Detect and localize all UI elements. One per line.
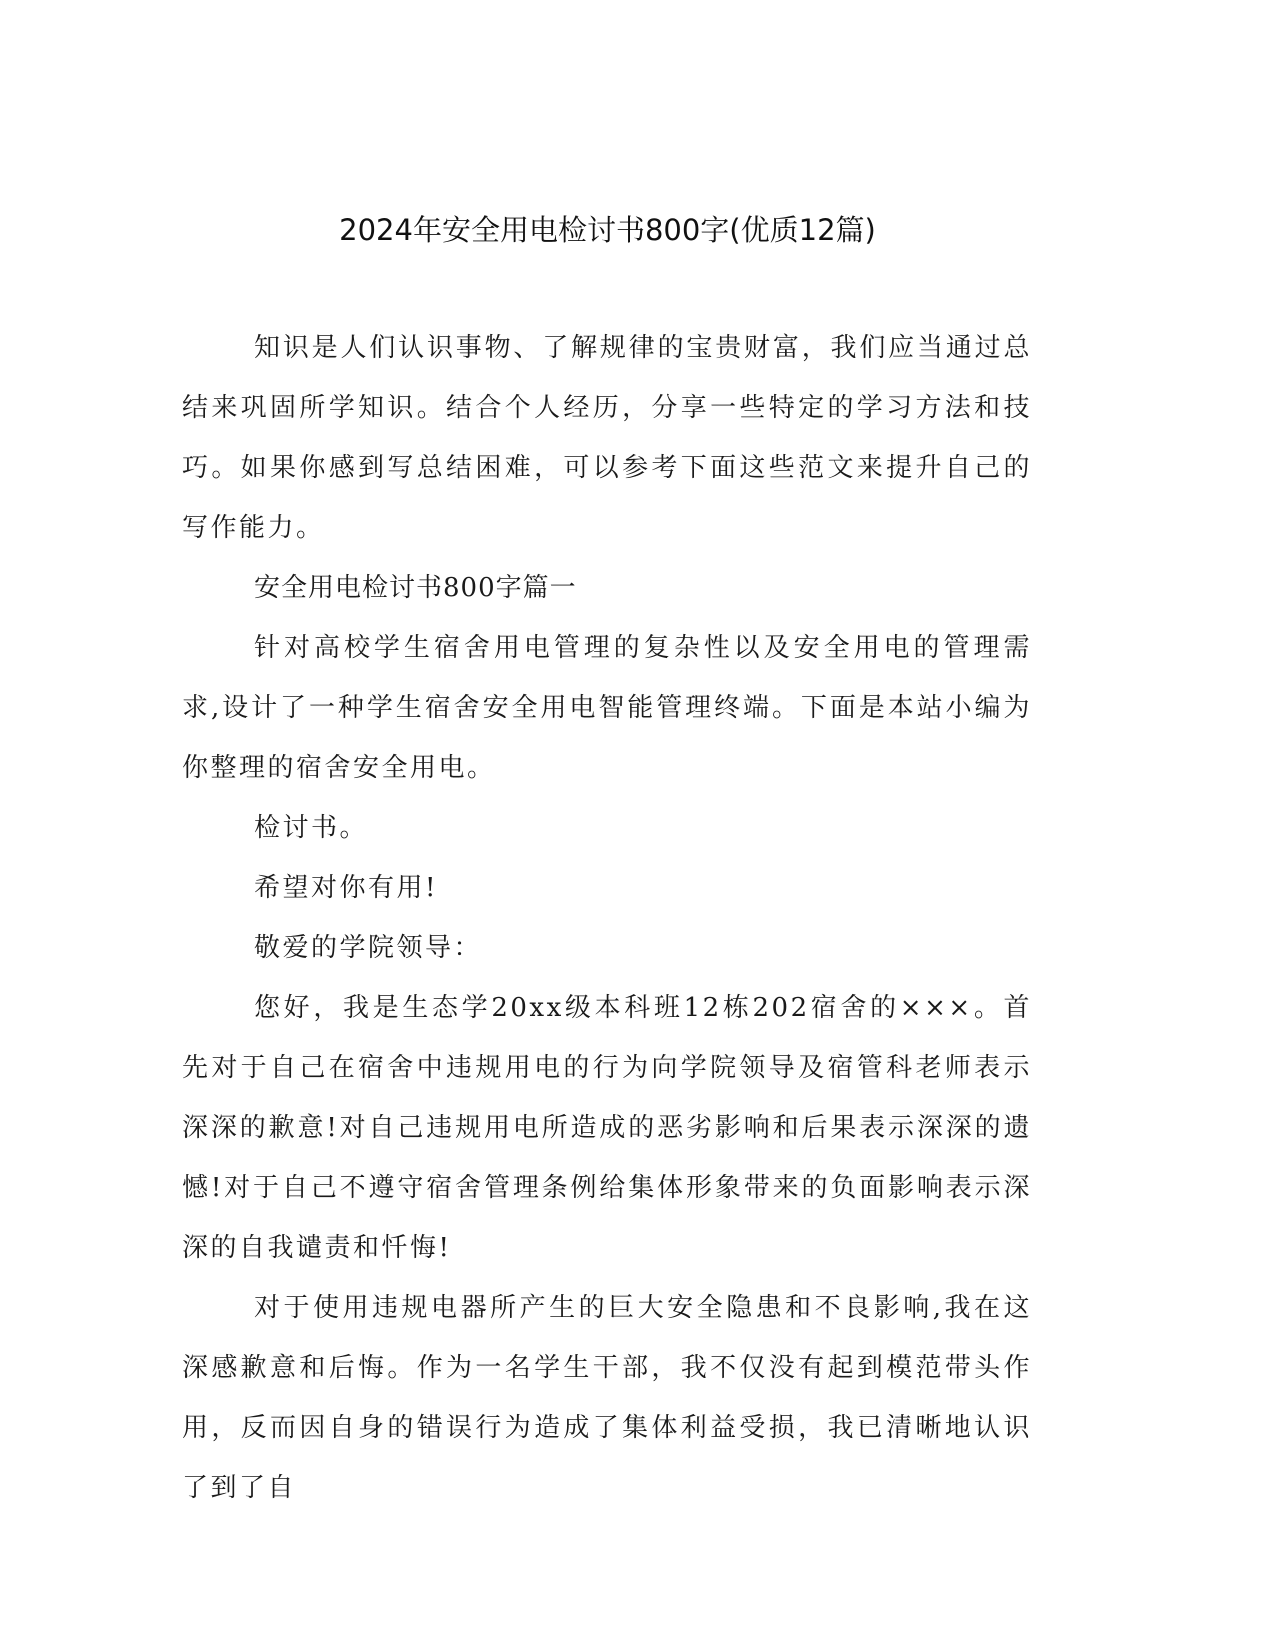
body-paragraph: 检讨书。 xyxy=(254,813,369,843)
intro-paragraph: 知识是人们认识事物、了解规律的宝贵财富，我们应当通过总结来巩固所学知识。结合个人经历，分享一些特定的学习方法和技巧。如果你感到写总结困难，可以参考下面这些范文来提升自己的写作能力。 xyxy=(182,333,1032,543)
salutation: 敬爱的学院领导： xyxy=(254,933,483,963)
body-paragraph: 针对高校学生宿舍用电管理的复杂性以及安全用电的管理需求,设计了一种学生宿舍安全用电智能管理终端。下面是本站小编为你整理的宿舍安全用电。 xyxy=(182,633,1032,783)
section-heading: 安全用电检讨书800字篇一 xyxy=(254,573,577,603)
body-paragraph: 对于使用违规电器所产生的巨大安全隐患和不良影响,我在这深感歉意和后悔。作为一名学生干部，我不仅没有起到模范带头作用，反而因自身的错误行为造成了集体利益受损，我已清晰地认识了到了自 xyxy=(182,1293,1032,1503)
body-paragraph: 希望对你有用! xyxy=(254,873,438,903)
document-body xyxy=(182,318,1032,1518)
body-paragraph: 您好，我是生态学20xx级本科班12栋202宿舍的×××。首先对于自己在宿舍中违规用电的行为向学院领导及宿管科老师表示深深的歉意!对自己违规用电所造成的恶劣影响和后果表示深深的遗憾!对于自己不遵守宿舍管理条例给集体形象带来的负面影响表示深深的自我谴责和忏悔! xyxy=(182,993,1032,1263)
document-title: 2024年安全用电检讨书800字(优质12篇) xyxy=(339,213,876,247)
